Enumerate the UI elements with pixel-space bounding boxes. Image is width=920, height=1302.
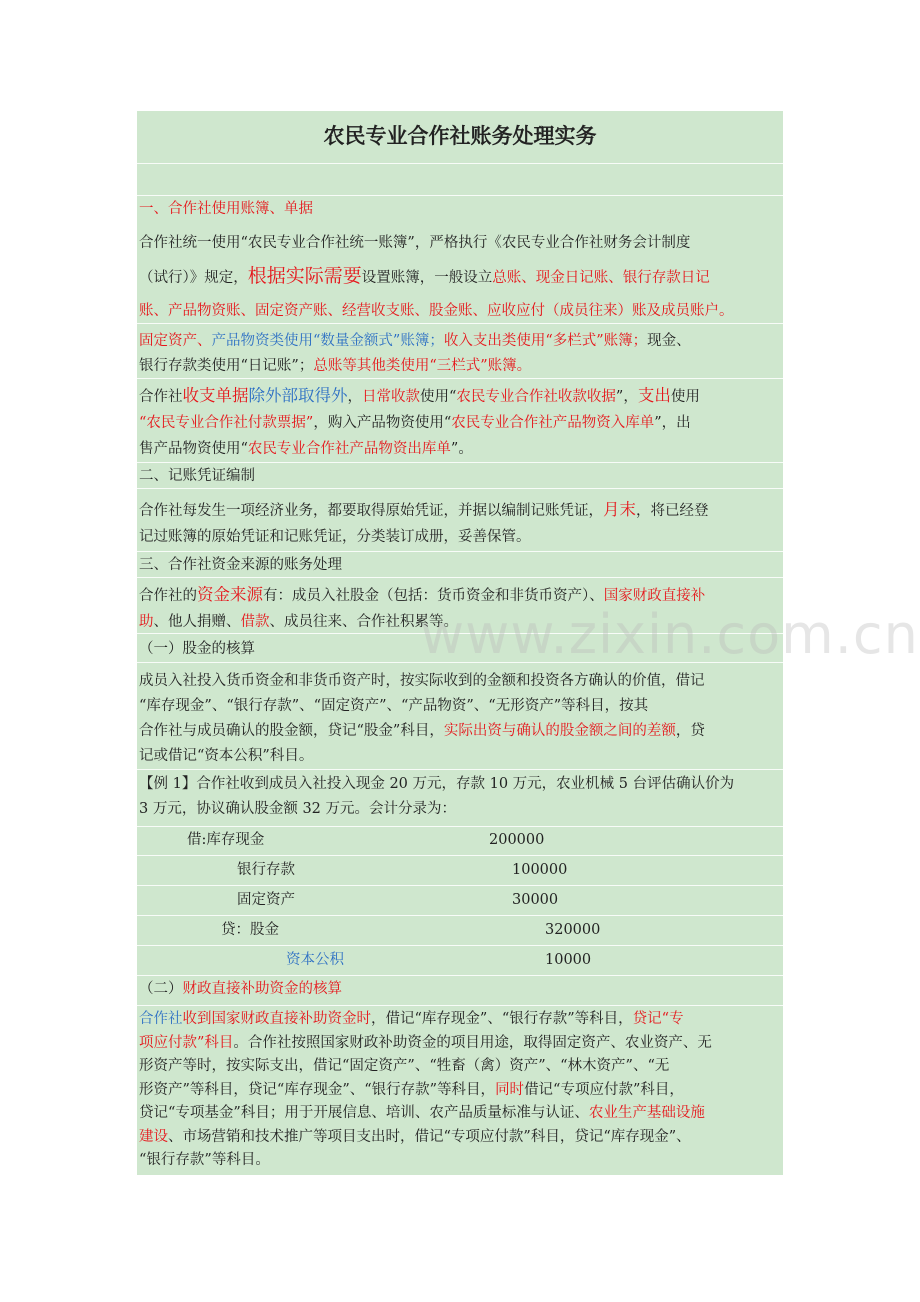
entry-label: 贷：股金 (221, 922, 279, 938)
entry-label: 银行存款 (237, 862, 295, 878)
section-1-heading: 一、合作社使用账簿、单据 (139, 201, 313, 217)
section-1-paragraph-2: 固定资产、产品物资类使用“数量金额式”账簿；收入支出类使用“多栏式”账簿；现金、 银行存款类使用“日记账”；总账等其他类使用“三栏式”账簿。 (139, 333, 691, 374)
entry-amount: 10000 (545, 952, 592, 968)
entry-amount: 30000 (512, 892, 559, 908)
subsection-equity-heading: （一）股金的核算 (139, 641, 255, 657)
entry-amount: 100000 (512, 862, 568, 878)
section-3-paragraph-1: 合作社的资金来源有：成员入社股金（包括：货币资金和非货币资产）、国家财政直接补 助、他人捐赠、借款、成员往来、合作社积累等。 (139, 585, 706, 630)
example-1-text: 【例 1】合作社收到成员入社投入现金 20 万元，存款 10 万元，农业机械 5 台评估确认价为 3 万元，协议确认股金额 32 万元。会计分录为： (139, 776, 735, 817)
entry-amount: 320000 (545, 922, 601, 938)
entry-label: 资本公积 (286, 952, 344, 968)
watermark: www.zixin.com.cn (420, 603, 919, 666)
entry-label: 固定资产 (237, 892, 295, 908)
section-3-paragraph-3: 合作社收到国家财政直接补助资金时，借记“库存现金”、“银行存款”等科目，贷记“专 项应付款”科目。合作社按照国家财政补助资金的项目用途，取得固定资产、农业资产、无 形资产等时，按实际支出，借记“固定资产”、“牲畜（禽）资产”、“林木资产”、“无 形资产”等科目，贷记“库存现金”、“银行存款”等科目，同时借记“专项应付款”科目， 贷记“专项基金”科目；用于开展信息、培训、农产品质量标准与认证、农业生产基础设施 建设、市场营销和技术推广等项目支出时，借记“专项应付款”科目，贷记“库存现金”、 “银行存款”等科目。 (139, 1011, 712, 1168)
entry-label: 借:库存现金 (187, 832, 265, 848)
section-3-paragraph-2: 成员入社投入货币资金和非货币资产时，按实际收到的金额和投资各方确认的价值，借记 “库存现金”、“银行存款”、“固定资产”、“产品物资”、“无形资产”等科目，按其 合作社与成员确认的股金额，贷记“股金”科目，实际出资与确认的股金额之间的差额，贷 记或借记“资本公积”科目。 (139, 673, 705, 764)
section-1-paragraph-1: 合作社统一使用“农民专业合作社统一账簿”，严格执行《农民专业合作社财务会计制度 （试行）》规定，根据实际需要设置账簿，一般设立总账、现金日记账、银行存款日记 账、产品物资账、固定资产账、经营收支账、股金账、应收应付（成员往来）账及成员账户。 (139, 235, 734, 319)
entry-amount: 200000 (489, 832, 545, 848)
section-1-paragraph-3: 合作社收支单据除外部取得外，日常收款使用“农民专业合作社收款收据”，支出使用 “农民专业合作社付款票据”，购入产品物资使用“农民专业合作社产品物资入库单”，出 售产品物资使用“农民专业合作社产品物资出库单”。 (139, 386, 700, 457)
subsection-subsidy-heading: （二）财政直接补助资金的核算 (139, 981, 342, 997)
section-2-paragraph: 合作社每发生一项经济业务，都要取得原始凭证，并据以编制记账凭证，月末，将已经登 记过账簿的原始凭证和记账凭证，分类装订成册，妥善保管。 (139, 500, 709, 545)
section-2-heading: 二、记账凭证编制 (139, 468, 255, 484)
section-3-heading: 三、合作社资金来源的账务处理 (139, 557, 342, 573)
page-title: 农民专业合作社账务处理实务 (323, 123, 597, 148)
